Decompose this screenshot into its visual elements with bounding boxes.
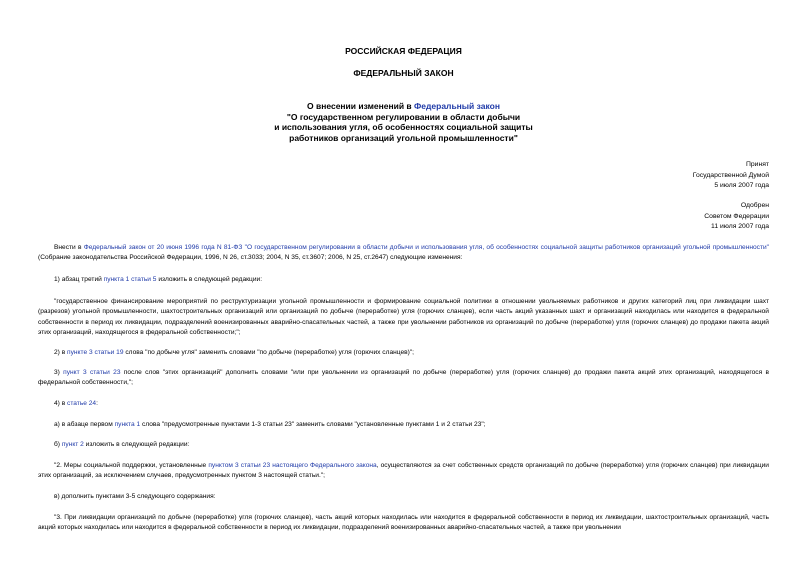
article-23-link[interactable]: пункт 3 статьи 23	[63, 369, 121, 376]
article-24-link[interactable]: статье 24	[67, 400, 97, 407]
item-2-pre: 2) в	[54, 349, 68, 356]
item-4a	[38, 420, 769, 430]
item-1-pre: 1) абзац третий	[54, 276, 104, 283]
intro-pre: Внести в	[54, 244, 84, 251]
title-line-3: и использования угля, об особенностях социальной защиты	[274, 122, 533, 133]
document-title	[0, 101, 807, 143]
intro-paragraph	[38, 243, 769, 264]
item-4-pre: 4) в	[54, 400, 68, 407]
item-4c-quote: "3. При ликвидации организаций по добыче (переработке) угля (горючих сланцев), часть акций которых находилась или находится в федеральной собственности в период их ликвидации, шахтостроительных организаций, часть акций которых находилась или находится в федеральной собственности в период их ликвидации, подразделений военизированных аварийно-спасательных частей, а также при увольнении	[38, 514, 769, 532]
article-5-link[interactable]: пункта 1 статьи 5	[103, 276, 157, 283]
item-4b-quote	[38, 461, 769, 482]
item-4c: в) дополнить пунктами 3-5 следующего содержания:	[54, 493, 216, 500]
approval-block	[569, 201, 769, 233]
approval-body: Советом Федерации	[704, 212, 769, 220]
point-1-link[interactable]: пункта 1	[114, 421, 141, 428]
approval-label: Одобрен	[740, 202, 769, 209]
article-23-point-3-link[interactable]: пунктом 3 статьи 23 настоящего Федерального закона	[208, 462, 377, 469]
item-3-post: после слов "этих организаций" дополнить словами "или при увольнении из организаций по добыче (переработке) угля (горючих сланцев) до продажи пакета акций этих организаций, находящегося в федеральной собственности,";	[38, 369, 769, 387]
approval-date: 11 июля 2007 года	[711, 223, 769, 231]
item-4-post: :	[96, 400, 98, 407]
item-4a-pre: а) в абзаце первом	[54, 421, 115, 428]
item-2	[38, 348, 769, 358]
item-4a-post: слова "предусмотренные пунктами 1-3 статьи 23" заменить словами "установленные пунктами 1 и 2 статьи 23";	[140, 421, 486, 428]
adoption-date: 5 июля 2007 года	[714, 182, 769, 190]
item-4b-quote-post: , осуществляются за счет собственных средств организаций по добыче (переработке) угля (горючих сланцев) при ликвидации этих организаций, за исключением случаев, предусмотренных пунктом 3 настоящей статьи.";	[38, 462, 769, 480]
country-heading: РОССИЙСКАЯ ФЕДЕРАЦИЯ	[345, 46, 462, 56]
intro-post: (Собрание законодательства Российской Федерации, 1996, N 26, ст.3033; 2004, N 35, ст.3607; 2006, N 25, ст.2647) следующие изменения:	[38, 254, 463, 262]
item-3	[38, 368, 769, 389]
title-line-1	[0, 101, 807, 112]
title-pre: О внесении изменений в	[307, 101, 415, 111]
title-line-2: "О государственном регулировании в области добычи	[286, 111, 521, 122]
item-2-post: слова "по добыче угля" заменить словами "по добыче (переработке) угля (горючих сланцев)";	[123, 349, 415, 356]
law-81fz-link[interactable]: Федеральный закон от 20 июня 1996 года N 81-ФЗ "О государственном регулировании в области добычи и использования угля, об особенностях социальной защиты работников организаций угольной промышленности"	[83, 244, 769, 251]
title-line-4: работников организаций угольной промышленности"	[289, 132, 518, 143]
doc-type-heading: ФЕДЕРАЛЬНЫЙ ЗАКОН	[353, 68, 454, 78]
adoption-label: Принят	[745, 161, 769, 168]
item-1	[38, 275, 769, 285]
item-1-quote: "государственное финансирование мероприятий по реструктуризации угольной промышленности и формирование социальной политики в отношении увольняемых работников и других категорий лиц при ликвидации шахт (разрезов) угольной промышленности, шахтостроительных организаций или организаций по добыче (переработке) угля (горючих сланцев), если часть акций указанных шахт и организаций находилась или находится в федеральной собственности в период их ликвидации, подразделений военизированных аварийно-спасательных частей, а также при увольнении работников из организаций по добыче (переработке) угля (горючих сланцев) до продажи пакета акций этих организаций, находящегося в федеральной собственности;";	[38, 298, 769, 336]
article-19-link[interactable]: пункте 3 статьи 19	[67, 349, 124, 356]
item-4	[38, 399, 769, 409]
item-3-pre: 3)	[54, 369, 64, 376]
point-2-link[interactable]: пункт 2	[61, 441, 84, 448]
adoption-body: Государственной Думой	[692, 171, 769, 179]
adoption-block	[569, 160, 769, 192]
item-1-post: изложить в следующей редакции:	[156, 276, 263, 283]
item-4b-pre: б)	[54, 441, 62, 448]
item-4b-post: изложить в следующей редакции:	[83, 441, 190, 448]
item-4b	[38, 440, 769, 450]
item-4b-quote-pre: "2. Меры социальной поддержки, установленные	[54, 462, 209, 469]
federal-law-link[interactable]: Федеральный закон	[414, 101, 500, 111]
